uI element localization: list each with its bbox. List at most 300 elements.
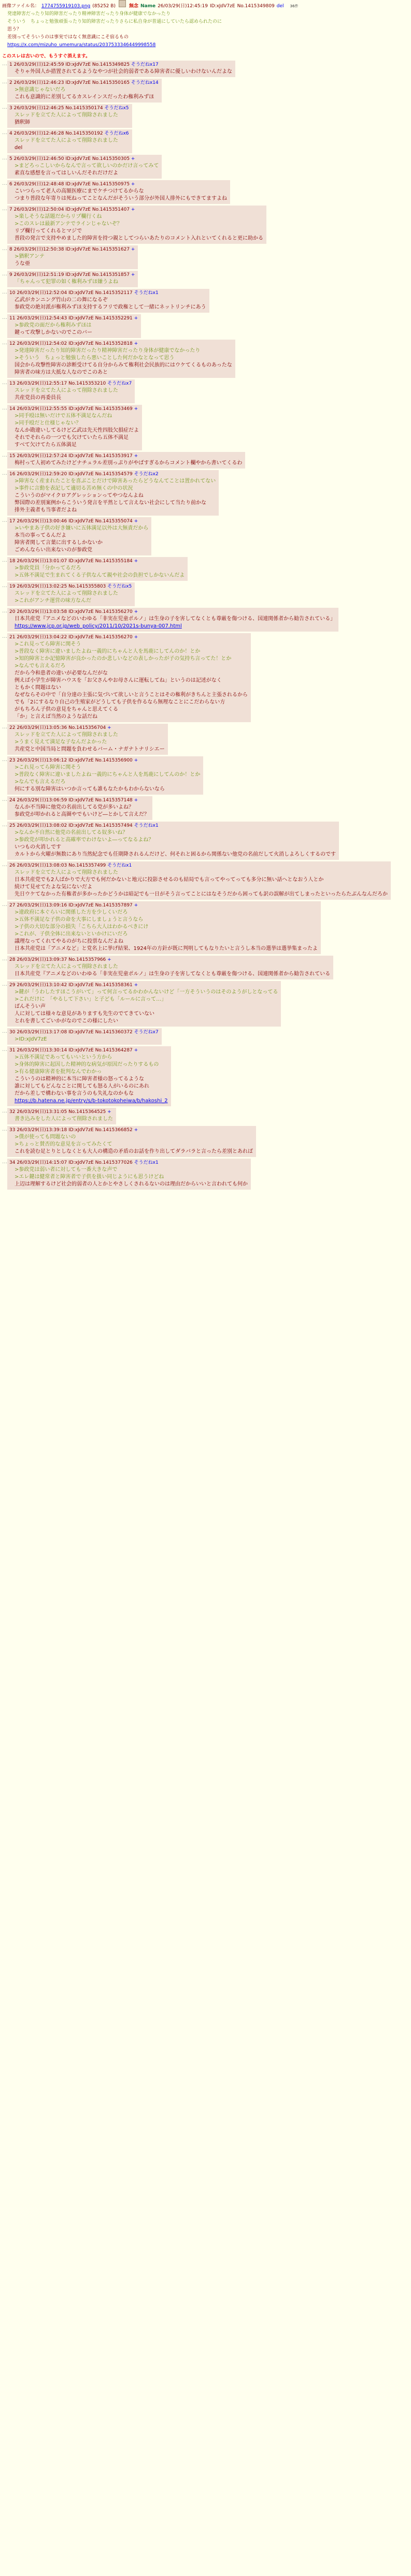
soudane-button[interactable]: +	[134, 903, 138, 908]
soudane-button[interactable]: +	[107, 725, 111, 730]
reply-number: 1	[9, 62, 12, 67]
reply-date: 26/03/29(日)12:50:38	[13, 247, 64, 252]
post-number[interactable]: No.1415377026	[95, 1160, 133, 1165]
reply-header	[9, 271, 135, 279]
reply-number: 30	[9, 1030, 16, 1035]
reply-quote-line: >ID:xJdV7zE	[15, 1036, 47, 1042]
reply-number: 15	[9, 453, 16, 459]
reply-link[interactable]: https://b.hatena.ne.jp/entry/s/b-tokotokoheiwa/b/hakoshi_2	[15, 1098, 168, 1104]
reply-number: 3	[9, 106, 12, 111]
reply-box	[7, 756, 203, 795]
reply-number: 2	[9, 80, 12, 85]
reply-header	[9, 558, 185, 565]
reply-number: 34	[9, 1160, 16, 1165]
reply-text-line: とれを書してごいかがなのでこの様にしたい	[15, 1018, 118, 1024]
reply-body	[15, 188, 227, 202]
reply-post	[2, 981, 409, 1027]
reply-body	[15, 253, 135, 268]
op-quote-line: 発達障害だったり知的障害だったり精神障害だったり身体が健康でなかったり	[7, 11, 171, 17]
reply-body	[15, 641, 248, 721]
reply-id: ID:xJdV7zE	[68, 635, 94, 640]
reply-quote-line: >身体的障害に起因した精神的な病気が原因だったりするもの	[15, 1062, 159, 1067]
post-number[interactable]: No.1415353210	[68, 381, 106, 386]
reply-body	[15, 1036, 159, 1043]
reply-date: 26/03/29(日)13:17:08	[17, 1030, 67, 1035]
reply-indent-mark: …	[2, 340, 7, 346]
reply-date: 26/03/29(日)12:59:20	[17, 472, 67, 477]
reply-quote-line: >なんでも言えるだろ	[15, 663, 66, 669]
reply-text-line: こういうのがマイクロアグレッションってやつなんよね	[15, 493, 144, 499]
reply-post	[2, 956, 409, 979]
reply-text-line: なんか不当障に他党の名前出してる党が多いよね？	[15, 804, 134, 810]
reply-body	[15, 297, 206, 311]
reply-body	[15, 1054, 168, 1105]
reply-date: 26/03/29(日)14:15:07	[17, 1160, 67, 1165]
reply-indent-mark: …	[2, 61, 7, 67]
reply-body	[15, 869, 388, 898]
reply-header	[9, 634, 248, 641]
reply-quote-line: >なんか不自然に他党の名前出してる奴多いね？	[15, 830, 128, 836]
reply-body	[15, 279, 135, 286]
reply-id: ID:xJdV7zE	[65, 272, 91, 277]
reply-indent-mark: …	[2, 206, 7, 212]
reply-text-line: 誰に対してもどんなことに関しても怒る人がいるのにあれ	[15, 1084, 149, 1089]
reply-post	[2, 1028, 409, 1045]
reply-text-line: 国会から攻撃性障害の診断受けてる自分からみて権利社会民族的にはウケてくるものあったな	[15, 362, 232, 368]
reply-id: ID:xJdV7zE	[68, 316, 94, 321]
reply-post	[2, 79, 409, 103]
reply-indent-mark: …	[2, 315, 7, 320]
reply-quote-line: >五体不満足で生まれてくる子供なんて親や社会の負担でしかないんだよ	[15, 573, 185, 578]
reply-post	[2, 822, 409, 860]
reply-box	[7, 79, 162, 103]
post-number[interactable]: No.1415356900	[95, 758, 133, 763]
post-number[interactable]: No.1415360372	[95, 1030, 133, 1035]
reply-post	[2, 756, 409, 795]
soudane-button[interactable]: +	[134, 341, 138, 346]
reply-indent-mark: …	[2, 1029, 7, 1034]
soudane-button[interactable]: +	[134, 559, 138, 564]
post-number[interactable]: No.1415357499	[68, 863, 106, 868]
soudane-button[interactable]: +	[134, 758, 138, 763]
image-thumbnail[interactable]	[119, 0, 126, 7]
post-number[interactable]: No.1415356704	[68, 725, 106, 730]
reply-date: 26/03/29(日)12:46:23	[13, 80, 64, 85]
reply-text-line: 素直な感想を言ってはしいんだそれだけだよ	[15, 170, 118, 176]
reply-quote-line: >知的障害とか記憶障害が良かったのか悲しいなどの表しかったが子の気持ち言ってた！とか	[15, 656, 232, 662]
reply-post	[2, 61, 409, 77]
op-number[interactable]: No.1415349809	[237, 4, 275, 9]
reply-indent-mark: …	[2, 1126, 7, 1132]
reply-text-line: 上辺は理解するけど社会的弱者の人とかとやさしくされるないのは理由だからいいと言われても何か	[15, 1181, 248, 1187]
reply-indent-mark: …	[2, 558, 7, 563]
soudane-button[interactable]: そうだねx7	[134, 1030, 159, 1035]
soudane-button[interactable]: +	[107, 1109, 111, 1115]
reply-post	[2, 155, 409, 179]
post-number[interactable]: No.1415352818	[95, 341, 133, 346]
reply-body	[15, 1116, 113, 1123]
reply-indent-mark: …	[2, 130, 7, 136]
reply-quote-line: >事件に言動を表記して適切る苦め無くの中の状況	[15, 486, 133, 491]
soudane-button[interactable]: +	[134, 798, 138, 803]
reply-text-line: 先日ウケてなかった有権者が多かったかどうかは暗記でも一日がそう言ってことにはなそうだから困っても訳の誤解が出てしまったといったらたぶんなんだろか	[15, 891, 388, 897]
reply-number: 21	[9, 635, 16, 640]
reply-text-line: うな亜	[15, 261, 30, 267]
soudane-button[interactable]: +	[107, 957, 111, 962]
reply-post	[2, 340, 409, 378]
reply-header	[9, 862, 388, 869]
reply-box	[7, 129, 132, 153]
reply-id: ID:xJdV7zE	[68, 406, 94, 412]
soudane-button[interactable]: +	[131, 156, 135, 162]
reply-text-line: 本当の事ってるんだよ	[15, 533, 66, 538]
reply-text-line: だから今和患者の違いが必要なんだがな	[15, 670, 108, 676]
reply-number: 28	[9, 957, 16, 962]
post-number[interactable]: No.1415358361	[95, 983, 133, 988]
reply-id: ID:xJdV7zE	[68, 1048, 94, 1053]
reply-body	[15, 963, 330, 978]
reply-text-line: でも「2にするなり自己の生殖家がどうしても子供を作るなら無理なことにこだわらない方	[15, 699, 225, 705]
post-number[interactable]: No.1415350975	[92, 182, 130, 187]
op-source-link[interactable]: https://x.com/mizuho_umemura/status/2037533346449998558	[7, 42, 156, 48]
post-number[interactable]: No.1415350174	[65, 106, 103, 111]
reply-quote-line: >発達障害だったり知的障害だったり精神障害だったり身体が健康でなかったり	[15, 348, 201, 354]
reply-number: 14	[9, 406, 16, 412]
soudane-button[interactable]: +	[134, 519, 138, 524]
reply-text-line: なぜならその中で「自分達の主張に気づいて欲しいと言うことはその権利がきちんと主張されるから	[15, 692, 248, 698]
file-name-link[interactable]: 1774755919103.png	[41, 4, 91, 9]
reply-text-line: 乙武がカンニング竹山の二の舞になるぞ	[15, 297, 108, 303]
reply-body	[15, 565, 185, 579]
reply-post	[2, 379, 409, 403]
reply-date: 26/03/29(日)13:08:02	[17, 823, 67, 828]
reply-quote-line: >無意識じゃないだろ	[15, 87, 66, 93]
reply-post	[2, 180, 409, 204]
reply-date: 26/03/29(日)13:00:46	[17, 519, 67, 524]
reply-quote-line: スレッドを立てた人によって削除されました	[15, 388, 118, 393]
post-number[interactable]: No.1415350192	[65, 131, 103, 136]
post-number[interactable]: No.1415355074	[95, 519, 133, 524]
post-number[interactable]: No.1415353917	[95, 453, 133, 459]
post-number[interactable]: No.1415364287	[95, 1048, 133, 1053]
op-quote-line: そういう ちょっと勉強頑張ったり知的障害だったりさらに私自身が普通にしていたら認められたのに	[7, 19, 222, 24]
reply-body	[15, 387, 132, 402]
post-number[interactable]: No.1415351627	[92, 247, 130, 252]
post-number[interactable]: No.1415356270	[95, 609, 133, 614]
soudane-button[interactable]: そうだねx1	[134, 1160, 159, 1165]
reply-quote-line: >僕が使っても問題ないの	[15, 1134, 76, 1140]
file-label: 画像ファイル名：	[2, 4, 39, 9]
reply-box	[7, 582, 135, 606]
reply-header	[9, 105, 129, 112]
post-number[interactable]: No.1415350165	[92, 80, 130, 85]
del-link[interactable]: del	[276, 4, 284, 9]
reply-indent-mark: …	[2, 518, 7, 523]
post-number[interactable]: No.1415356270	[95, 635, 133, 640]
soudane-button[interactable]: そうだねx1	[107, 863, 132, 868]
post-number[interactable]: No.1415357897	[95, 903, 133, 908]
reply-id: ID:xJdV7zE	[68, 519, 94, 524]
reply-quote-line: 「ちゃんって犯罪の如く権利みずほ嫌うよね	[15, 279, 118, 285]
reply-box	[7, 289, 209, 313]
reply-box	[7, 155, 162, 179]
reply-quote-line: >同手殴は無いだけで五体不満足なんだね	[15, 413, 112, 419]
reply-text-line: 弊国際の差別案例からこういう発言を平然として言えない社会にして当たり前かな	[15, 500, 206, 506]
soudane-button[interactable]: そうだねx2	[134, 472, 159, 477]
reply-box	[7, 379, 135, 403]
reply-text-line: 日本共産党でも2人ばかりで大方でも何だかないと地元に投影させるのも結局でも言ってやってっても多分に無い話へとなおう人とか	[15, 877, 324, 883]
reply-post	[2, 104, 409, 128]
reply-text-line: こういうのは精神的に本当に障害者様の怒ってるような	[15, 1076, 144, 1082]
reply-text-line: だから差しで構わない事を言うのも失礼なのかもな	[15, 1091, 134, 1096]
reply-number: 32	[9, 1109, 16, 1115]
reply-number: 18	[9, 559, 16, 564]
reply-indent-mark: …	[2, 1159, 7, 1165]
reply-text-line: いつもの火消しです	[15, 844, 61, 850]
reply-quote-line: >子供の大切な部分の損失「こちら大人はわかるべきにけ	[15, 924, 149, 930]
reply-post	[2, 206, 409, 244]
reply-header	[9, 155, 159, 163]
reply-body	[15, 137, 129, 152]
reply-text-line: リプ欄行ってくれるとマジで	[15, 228, 82, 234]
soudane-button[interactable]: そうだねx5	[107, 584, 132, 589]
soudane-button[interactable]: +	[134, 453, 138, 459]
reply-body	[15, 764, 200, 793]
post-number[interactable]: No.1415357966	[68, 957, 106, 962]
reply-quote-line: >参政党が叩かれると高確率でわけないよ―ってなるよね？	[15, 837, 154, 843]
soudane-button[interactable]: そうだねx1	[134, 823, 159, 828]
post-number[interactable]: No.1415351857	[92, 272, 130, 277]
post-number[interactable]: No.1415352291	[95, 316, 133, 321]
op-post	[2, 0, 409, 59]
post-number[interactable]: No.1415366852	[95, 1128, 133, 1133]
soudane-button[interactable]: +	[131, 182, 135, 187]
reply-quote-line: >参政党の面だから権利みずほは	[15, 323, 92, 328]
reply-date: 26/03/29(日)12:54:02	[17, 341, 67, 346]
reply-quote-line: >五体不満足な子供の命を大事にしましょうと言うなら	[15, 917, 144, 923]
reply-quote-line: >そういう ちょっと勉強したら悪いことした何だかなとなって思う	[15, 355, 175, 361]
reply-date: 26/03/29(日)12:45:59	[13, 62, 64, 67]
reply-date: 26/03/29(日)13:08:03	[17, 863, 67, 868]
reply-body	[15, 1166, 248, 1188]
reply-post	[2, 405, 409, 450]
post-number[interactable]: No.1415350305	[92, 156, 130, 162]
reply-indent-mark: …	[2, 757, 7, 763]
reply-text-line: ごめんならい出来ないのが参政党	[15, 547, 92, 553]
soudane-button[interactable]: +	[134, 406, 138, 412]
reply-indent-mark: …	[2, 956, 7, 962]
post-number[interactable]: No.1415354579	[95, 472, 133, 477]
reply-post	[2, 314, 409, 338]
reply-box	[7, 104, 132, 128]
reply-box	[7, 1028, 162, 1045]
reply-post	[2, 901, 409, 954]
reply-quote-line: >普段なく障害に違いましたよね一義的にちゃんと人を馬鹿にしてんのか！とか	[15, 649, 201, 654]
reply-id: ID:xJdV7zE	[68, 1160, 94, 1165]
reply-body	[15, 347, 232, 376]
reply-text-line: カルトから火曜が無数にあり当然紀念でも任期降されるんだけど、何それと困るから関係ない他党の名前だして火消しよろしくするのです	[15, 852, 336, 857]
reply-header	[9, 452, 242, 460]
soudane-button[interactable]: +	[134, 609, 138, 614]
reply-date: 26/03/29(日)13:30:14	[17, 1048, 67, 1053]
post-number[interactable]: No.1415364525	[68, 1109, 106, 1115]
reply-quote-line: >これ見ってら障害に関そう	[15, 641, 81, 647]
reply-body	[15, 525, 148, 554]
reply-link[interactable]: https://www.jcp.or.jp/web_policy/2011/10/2021s-bunya-007.html	[15, 623, 182, 629]
reply-text-line: 日本共産党『アニメなどのいわゆる「非実在児童ポルノ」は生身の子を害してなくとも尊厳を傷つける、国連関係者から勧告されている」	[15, 616, 336, 622]
file-size: (85252 B)	[92, 4, 116, 9]
reply-header	[9, 405, 139, 413]
reply-id: ID:xJdV7zE	[65, 156, 91, 162]
reply-body	[15, 829, 336, 858]
reply-box	[7, 180, 230, 204]
reply-post	[2, 1159, 409, 1190]
reply-id: ID:xJdV7zE	[65, 182, 91, 187]
post-number[interactable]: No.1415355184	[95, 559, 133, 564]
reply-number: 11	[9, 316, 16, 321]
reply-box	[7, 340, 235, 378]
reply-quote-line: スレッドを立てた人によって削除されました	[15, 732, 118, 738]
reply-indent-mark: …	[2, 634, 7, 639]
reply-box	[7, 405, 142, 450]
reply-number: 7	[9, 207, 12, 212]
soudane-button[interactable]: +	[134, 316, 138, 321]
reply-header	[9, 1029, 159, 1036]
reply-post	[2, 452, 409, 469]
reply-header	[9, 380, 132, 387]
soudane-button[interactable]: そうだねx6	[104, 131, 129, 136]
reply-indent-mark: …	[2, 1108, 7, 1114]
soudane-button[interactable]: +	[134, 635, 138, 640]
soudane-button[interactable]: +	[131, 247, 135, 252]
post-number[interactable]: No.1415357148	[95, 798, 133, 803]
post-number[interactable]: No.1415357494	[95, 823, 133, 828]
soudane-button[interactable]: そうだねx5	[104, 106, 129, 111]
reply-date: 26/03/29(日)13:31:05	[17, 1109, 67, 1115]
reply-header	[9, 956, 330, 963]
post-number[interactable]: No.1415349825	[92, 62, 130, 67]
soudane-button[interactable]: +	[131, 272, 135, 277]
reply-text-line: そりゃ外国人か措置されてるようなやつが社会的弱者である障害者に優しいわけないんだよな	[15, 69, 232, 75]
reply-quote-line: >参政党員「分かってるだろ	[15, 565, 81, 571]
reply-quote-line: >鍵が「うわしたすほこうがいて」って何言ってるかわかんないけど「一方そういうのはそのようがしとなってる	[15, 989, 278, 995]
reply-quote-line: >同手殴だと仕様じゃない？	[15, 420, 81, 426]
reply-post	[2, 861, 409, 900]
soudane-button[interactable]: +	[131, 207, 135, 212]
post-number[interactable]: No.1415352117	[95, 290, 133, 296]
reply-number: 10	[9, 290, 16, 296]
reply-indent-mark: …	[2, 155, 7, 161]
reply-header	[9, 797, 149, 804]
soudane-button[interactable]: そうだねx14	[131, 80, 159, 85]
reply-header	[9, 1108, 113, 1116]
reply-id: ID:xJdV7zE	[68, 798, 94, 803]
post-number[interactable]: No.1415355803	[68, 584, 106, 589]
reply-quote-line: >これが、子供全体に出来ないといかけにいだろ	[15, 931, 128, 937]
reply-indent-mark: …	[2, 181, 7, 186]
reply-date: 26/03/29(日)13:04:22	[17, 635, 67, 640]
reply-number: 13	[9, 381, 16, 386]
reply-number: 24	[9, 798, 16, 803]
reply-body	[15, 478, 216, 514]
reply-number: 33	[9, 1128, 16, 1133]
reply-body	[15, 112, 129, 126]
reply-header	[9, 583, 132, 590]
reply-date: 26/03/29(日)13:06:12	[17, 758, 67, 763]
reply-header	[9, 982, 278, 989]
reply-number: 6	[9, 182, 12, 187]
post-number[interactable]: No.1415351407	[92, 207, 130, 212]
reply-date: 26/03/29(日)13:02:25	[17, 584, 67, 589]
reply-indent-mark: …	[2, 380, 7, 386]
post-number[interactable]: No.1415353469	[95, 406, 133, 412]
reply-text-line: こいつらって老人の高額医療にまでケチつけてるからな	[15, 188, 144, 194]
reply-id: ID:xJdV7zE	[68, 758, 94, 763]
reply-date: 26/03/29(日)12:54:43	[17, 316, 67, 321]
reply-body	[15, 163, 159, 177]
soudane-button[interactable]: +	[134, 1128, 138, 1133]
reply-text-line: 「か」と言えば当然のような話だね	[15, 714, 97, 720]
reply-quote-line: スレッドを立てた人によって削除されました	[15, 591, 118, 596]
soudane-button[interactable]: +	[134, 983, 138, 988]
reply-date: 26/03/29(日)13:06:59	[17, 798, 67, 803]
op-name: Name	[140, 4, 156, 9]
reply-text-line: すべて欠けてたら五体満足	[15, 442, 77, 448]
reply-indent-mark: …	[2, 982, 7, 987]
reply-list	[2, 61, 409, 1190]
reply-date: 26/03/29(日)12:55:17	[17, 381, 67, 386]
reply-post	[2, 557, 409, 581]
reply-text-line: 続けて見せてたよな気にないだよ	[15, 884, 92, 890]
reply-text-line: なんか勘違いしてるけど乙武は先天性四肢欠損症だよ	[15, 428, 139, 433]
reply-text-line: 鍵って攻撃しかないのでこのバー	[15, 330, 92, 335]
reply-body	[15, 616, 335, 630]
soudane-button[interactable]: そうだねx17	[131, 62, 159, 67]
reply-id: ID:xJdV7zE	[65, 247, 91, 252]
reply-quote-line: >普段なく障害に違いましたよね一義的にちゃんと人を馬鹿にしてんのか！とか	[15, 772, 201, 778]
reply-body	[15, 86, 159, 101]
reply-number: 23	[9, 758, 16, 763]
op-text-line: 差別ってそういうのは事実ではなく無意識にこそ宿るもの	[7, 35, 129, 40]
op-subject: 無念	[129, 4, 138, 9]
soudane-button[interactable]: +	[134, 1048, 138, 1053]
reply-post	[2, 1046, 409, 1106]
reply-header	[9, 1047, 168, 1054]
reply-header	[9, 315, 138, 322]
reply-text-line: ばんそうい声	[15, 1004, 46, 1009]
reply-post	[2, 608, 409, 632]
reply-box	[7, 1159, 251, 1190]
reply-box	[7, 956, 333, 979]
reply-indent-mark: …	[2, 583, 7, 589]
soudane-button[interactable]: そうだねx1	[134, 290, 159, 296]
soudane-button[interactable]: そうだねx7	[107, 381, 132, 386]
reply-quote-line: 書き込みをした人によって削除されました	[15, 1116, 113, 1122]
reply-indent-mark: …	[2, 797, 7, 802]
reply-quote-line: >五体不満足であってもいいという方から	[15, 1055, 112, 1060]
reply-number: 22	[9, 725, 16, 730]
reply-body	[15, 213, 263, 242]
reply-body	[15, 731, 165, 753]
reply-number: 25	[9, 823, 16, 828]
reply-box	[7, 724, 168, 755]
reply-box	[7, 796, 152, 820]
reply-date: 26/03/29(日)12:51:19	[13, 272, 64, 277]
reply-box	[7, 1108, 116, 1124]
reply-post	[2, 271, 409, 287]
reply-text-line: ともかく問題はない	[15, 685, 61, 691]
reply-number: 20	[9, 609, 16, 614]
